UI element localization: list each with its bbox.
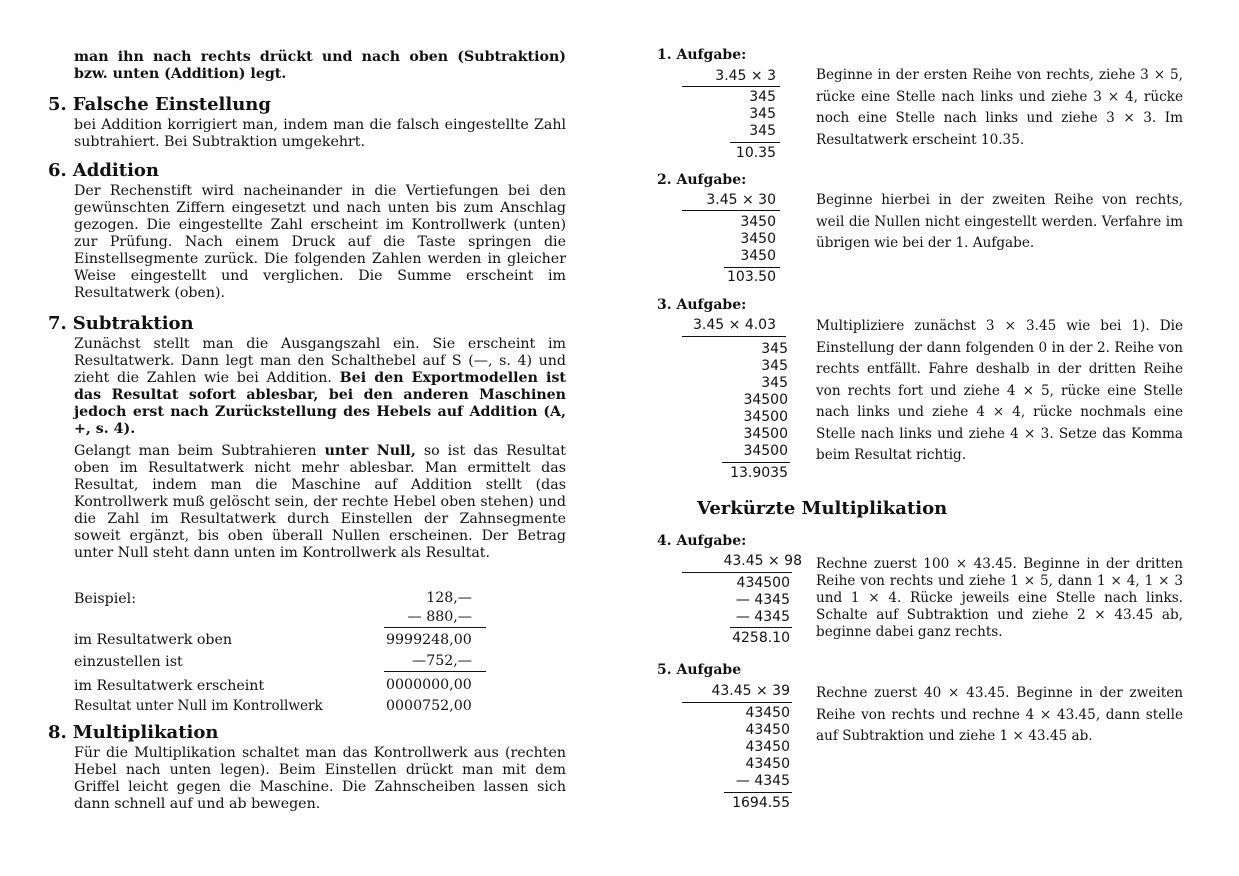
task-5-problem: 43.45 × 39 — [711, 683, 790, 699]
task-5-result: 1694.55 — [732, 795, 790, 811]
example-row-3-value: 0000000,00 — [386, 677, 472, 693]
task-3-result: 13.9035 — [730, 465, 788, 481]
section-7-text-1 — [74, 336, 566, 438]
example-rule-2 — [384, 671, 486, 672]
task-1-text: Beginne in der ersten Reihe von rechts, ziehe 3 × 5, rücke eine Stelle nach links und ziehe 3 × 4, rücke noch eine Stelle nach links und ziehe 3 × 3. Im Resultatwerk erscheint 10.35. — [816, 67, 1183, 148]
section-7-text-2 — [74, 443, 566, 562]
section-6-heading — [48, 161, 159, 181]
section-title-verkuerzte-multiplikation: Verkürzte Multiplikation — [697, 498, 948, 519]
task-1-line-2: 345 — [749, 106, 776, 122]
task-1-rule-top — [682, 86, 780, 87]
task-4-problem: 43.45 × 98 — [723, 553, 802, 569]
task-3-problem: 3.45 × 4.03 — [693, 317, 776, 333]
task-5-line-1: 43450 — [745, 705, 790, 721]
section-8-text: Für die Multiplikation schaltet man das Kontrollwerk aus (rechten Hebel nach unten legen). Beim Einstellen drückt man mit dem Griffel leicht gegen die Maschine. Die Zahnscheiben lassen sich dann schnell auf und ab bewegen. — [74, 745, 566, 812]
section-5-number: 5. — [48, 94, 67, 115]
task-3-line-2: 345 — [761, 358, 788, 374]
task-3-line-4: 34500 — [743, 392, 788, 408]
example-row-1-value: 9999248,00 — [386, 632, 472, 648]
section-8-heading — [48, 723, 218, 743]
task-2-label: 2. Aufgabe: — [657, 172, 747, 188]
task-3-rule-top — [682, 336, 786, 337]
task-4-label: 4. Aufgabe: — [657, 533, 747, 549]
task-1-rule-bottom — [730, 142, 780, 143]
task-4-rule-bottom — [730, 627, 792, 628]
task-2-line-2: 3450 — [740, 231, 776, 247]
example-row-2-value: —752,— — [412, 653, 472, 669]
task-2-rule-bottom — [724, 267, 780, 268]
section-7-title: Subtraktion — [72, 313, 194, 334]
section-7-heading — [48, 314, 194, 334]
task-1-line-1: 345 — [749, 89, 776, 105]
task-5-line-5: — 4345 — [735, 773, 790, 789]
task-5-label: 5. Aufgabe — [657, 662, 742, 678]
section-7-text-2-start: Gelangt man beim Subtrahieren — [74, 443, 317, 459]
task-1-line-3: 345 — [749, 123, 776, 139]
example-rule-1 — [384, 627, 486, 628]
task-1-problem: 3.45 × 3 — [715, 68, 776, 84]
intro-paragraph: man ihn nach rechts drückt und nach oben (Subtraktion) bzw. unten (Addition) legt. — [74, 49, 566, 82]
section-5-title: Falsche Einstellung — [72, 94, 271, 115]
task-3-label: 3. Aufgabe: — [657, 297, 747, 313]
task-5-text: Rechne zuerst 40 × 43.45. Beginne in der zweiten Reihe von rechts und rechne 4 × 43.45, dann stelle auf Subtraktion und ziehe 1 × 43.45 ab. — [816, 685, 1183, 744]
example-label: Beispiel: — [74, 591, 136, 607]
section-6-text: Der Rechenstift wird nacheinander in die Vertiefungen bei den gewünschten Ziffern eingesetzt und nach unten bis zum Anschlag gezogen. Die eingestellte Zahl erscheint im Kontrollwerk (unten) zur Prüfung. Nach einem Druck auf die Taste springen die Einstellsegmente zurück. Die folgenden Zahlen werden in gleicher Weise eingestellt und verglichen. Die Summe erscheint im Resultatwerk (oben). — [74, 183, 566, 301]
section-5-heading — [48, 95, 271, 115]
example-row-1-label: im Resultatwerk oben — [74, 632, 232, 648]
section-7-text-2-rest: so ist das Resultat oben im Resultatwerk nicht mehr ablesbar. Man ermittelt das Resultat, indem man die Maschine auf Addition stellt (das Kontrollwerk muß gelöscht sein, der rechte Hebel oben stehen) und die Zahl im Resultatwerk durch Einstellen der Zahnsegmente soweit ergänzt, bis oben überall Nullen erscheinen. Der Betrag unter Null steht dann unten im Kontrollwerk als Resultat. — [74, 443, 566, 561]
task-4-line-3: — 4345 — [735, 609, 790, 625]
task-3-line-3: 345 — [761, 375, 788, 391]
task-1-label: 1. Aufgabe: — [657, 47, 747, 63]
task-5-rule-top — [682, 702, 792, 703]
task-5-line-3: 43450 — [745, 739, 790, 755]
task-5-line-4: 43450 — [745, 756, 790, 772]
task-5-line-2: 43450 — [745, 722, 790, 738]
task-4-text: Rechne zuerst 100 × 43.45. Beginne in der dritten Reihe von rechts und ziehe 1 × 5, dann 1 × 4, 1 × 3 und 1 × 4. Rücke jeweils eine Stelle nach links. Schalte auf Subtraktion und ziehe 2 × 43.45 ab, beginne dabei ganz rechts. — [816, 556, 1183, 640]
task-3-line-7: 34500 — [743, 443, 788, 459]
task-4-result: 4258.10 — [732, 630, 790, 646]
task-3-text: Multipliziere zunächst 3 × 3.45 wie bei 1). Die Einstellung der dann folgenden 0 in der 2. Reihe von rechts entfällt. Fahre deshalb in der dritten Reihe von rechts fort und ziehe 4 × 5, rücke eine Stelle nach links und ziehe 4 × 4, rücke nochmals eine Stelle nach links und ziehe 4 × 3. Setze das Komma beim Resultat richtig. — [816, 318, 1183, 463]
task-1-result: 10.35 — [735, 145, 776, 161]
task-3-line-5: 34500 — [743, 409, 788, 425]
task-2-rule-top — [682, 210, 780, 211]
task-2-line-3: 3450 — [740, 248, 776, 264]
section-7-number: 7. — [48, 313, 67, 334]
task-2-problem: 3.45 × 30 — [706, 192, 776, 208]
example-row-4-label: Resultat unter Null im Kontrollwerk — [74, 698, 323, 714]
task-3-line-6: 34500 — [743, 426, 788, 442]
example-value-1: 128,— — [426, 590, 472, 606]
task-3-line-1: 345 — [761, 341, 788, 357]
section-6-title: Addition — [72, 160, 160, 181]
task-4-rule-top — [682, 572, 792, 573]
section-7-text-1-bold: Bei den Exportmodellen ist das Resultat sofort ablesbar, bei den anderen Maschinen jedoch erst nach Zurückstellung des Hebels auf Addition — [74, 370, 566, 420]
task-4-line-2: — 4345 — [735, 592, 790, 608]
task-2-text: Beginne hierbei in der zweiten Reihe von rechts, weil die Nullen nicht eingestellt werden. Verfahre im übrigen wie bei der 1. Aufgabe. — [816, 192, 1183, 251]
task-5-rule-bottom — [724, 792, 792, 793]
section-7-text-2-bold: unter Null, — [324, 443, 416, 459]
section-8-title: Multiplikation — [72, 722, 219, 743]
task-3-rule-bottom — [722, 462, 790, 463]
section-6-number: 6. — [48, 160, 67, 181]
example-row-3-label: im Resultatwerk erscheint — [74, 678, 265, 694]
task-4-line-1: 434500 — [736, 575, 790, 591]
example-row-4-value: 0000752,00 — [386, 698, 472, 714]
task-2-result: 103.50 — [727, 269, 776, 285]
section-7-text-1a: Zunächst stellt man die Ausgangszahl ein. Sie erscheint im Resultatwerk. Dann legt man den Schalthebel auf S (—, s. 4) und zieht die Zahlen wie bei Addition. — [74, 336, 566, 386]
section-7-text-1-end: (A, +, s. 4). — [74, 404, 566, 437]
example-row-2-label: einzustellen ist — [74, 654, 183, 670]
task-2-line-1: 3450 — [740, 214, 776, 230]
example-value-2: — 880,— — [407, 609, 472, 625]
section-5-text: bei Addition korrigiert man, indem man die falsch eingestellte Zahl subtrahiert. Bei Subtraktion umgekehrt. — [74, 117, 566, 150]
section-8-number: 8. — [48, 722, 67, 743]
